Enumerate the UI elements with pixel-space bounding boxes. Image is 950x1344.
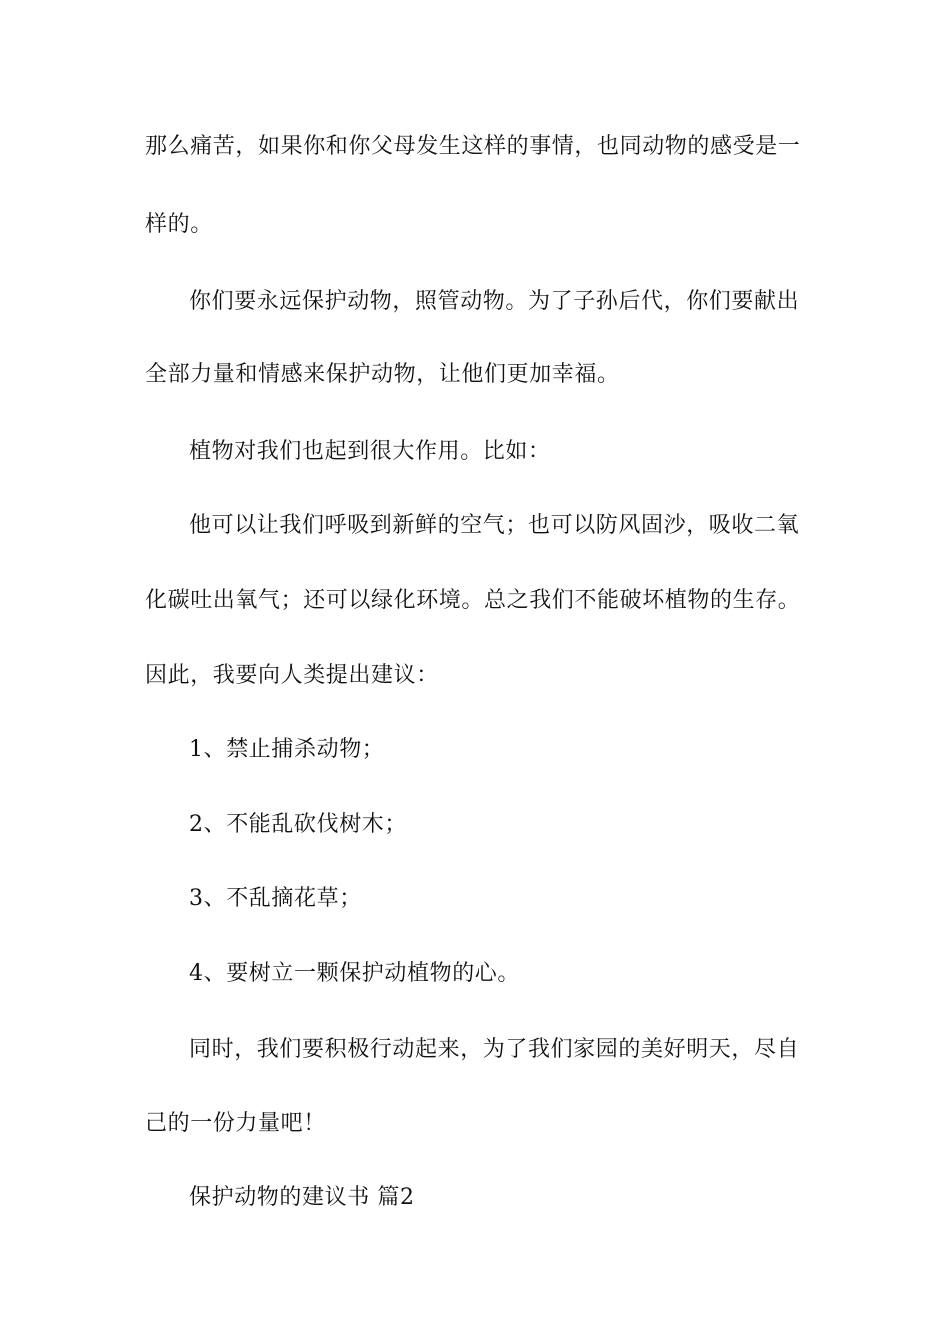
list-item: 1、禁止捕杀动物； (189, 737, 385, 762)
text-line: 化碳吐出氧气；还可以绿化环境。总之我们不能破坏植物的生存。 (145, 588, 801, 613)
text-line: 全部力量和情感来保护动物，让他们更加幸福。 (145, 362, 620, 387)
text-line: 同时，我们要积极行动起来，为了我们家园的美好明天，尽自 (189, 1037, 800, 1062)
text-line: 因此，我要向人类提出建议： (145, 663, 439, 688)
list-item: 2、不能乱砍伐树木； (189, 812, 407, 837)
text-line: 己的一份力量吧！ (145, 1111, 326, 1136)
text-line: 你们要永远保护动物，照管动物。为了子孙后代，你们要献出 (189, 289, 800, 314)
text-line: 样的。 (145, 212, 213, 237)
text-line: 他可以让我们呼吸到新鲜的空气；也可以防风固沙，吸收二氧 (189, 513, 800, 538)
text-line: 那么痛苦，如果你和你父母发生这样的事情，也同动物的感受是一 (145, 134, 801, 159)
list-item: 3、不乱摘花草； (189, 886, 362, 911)
section-title: 保护动物的建议书 篇2 (189, 1185, 415, 1210)
text-line: 植物对我们也起到很大作用。比如： (189, 439, 551, 464)
list-item: 4、要树立一颗保护动植物的心。 (189, 961, 520, 986)
